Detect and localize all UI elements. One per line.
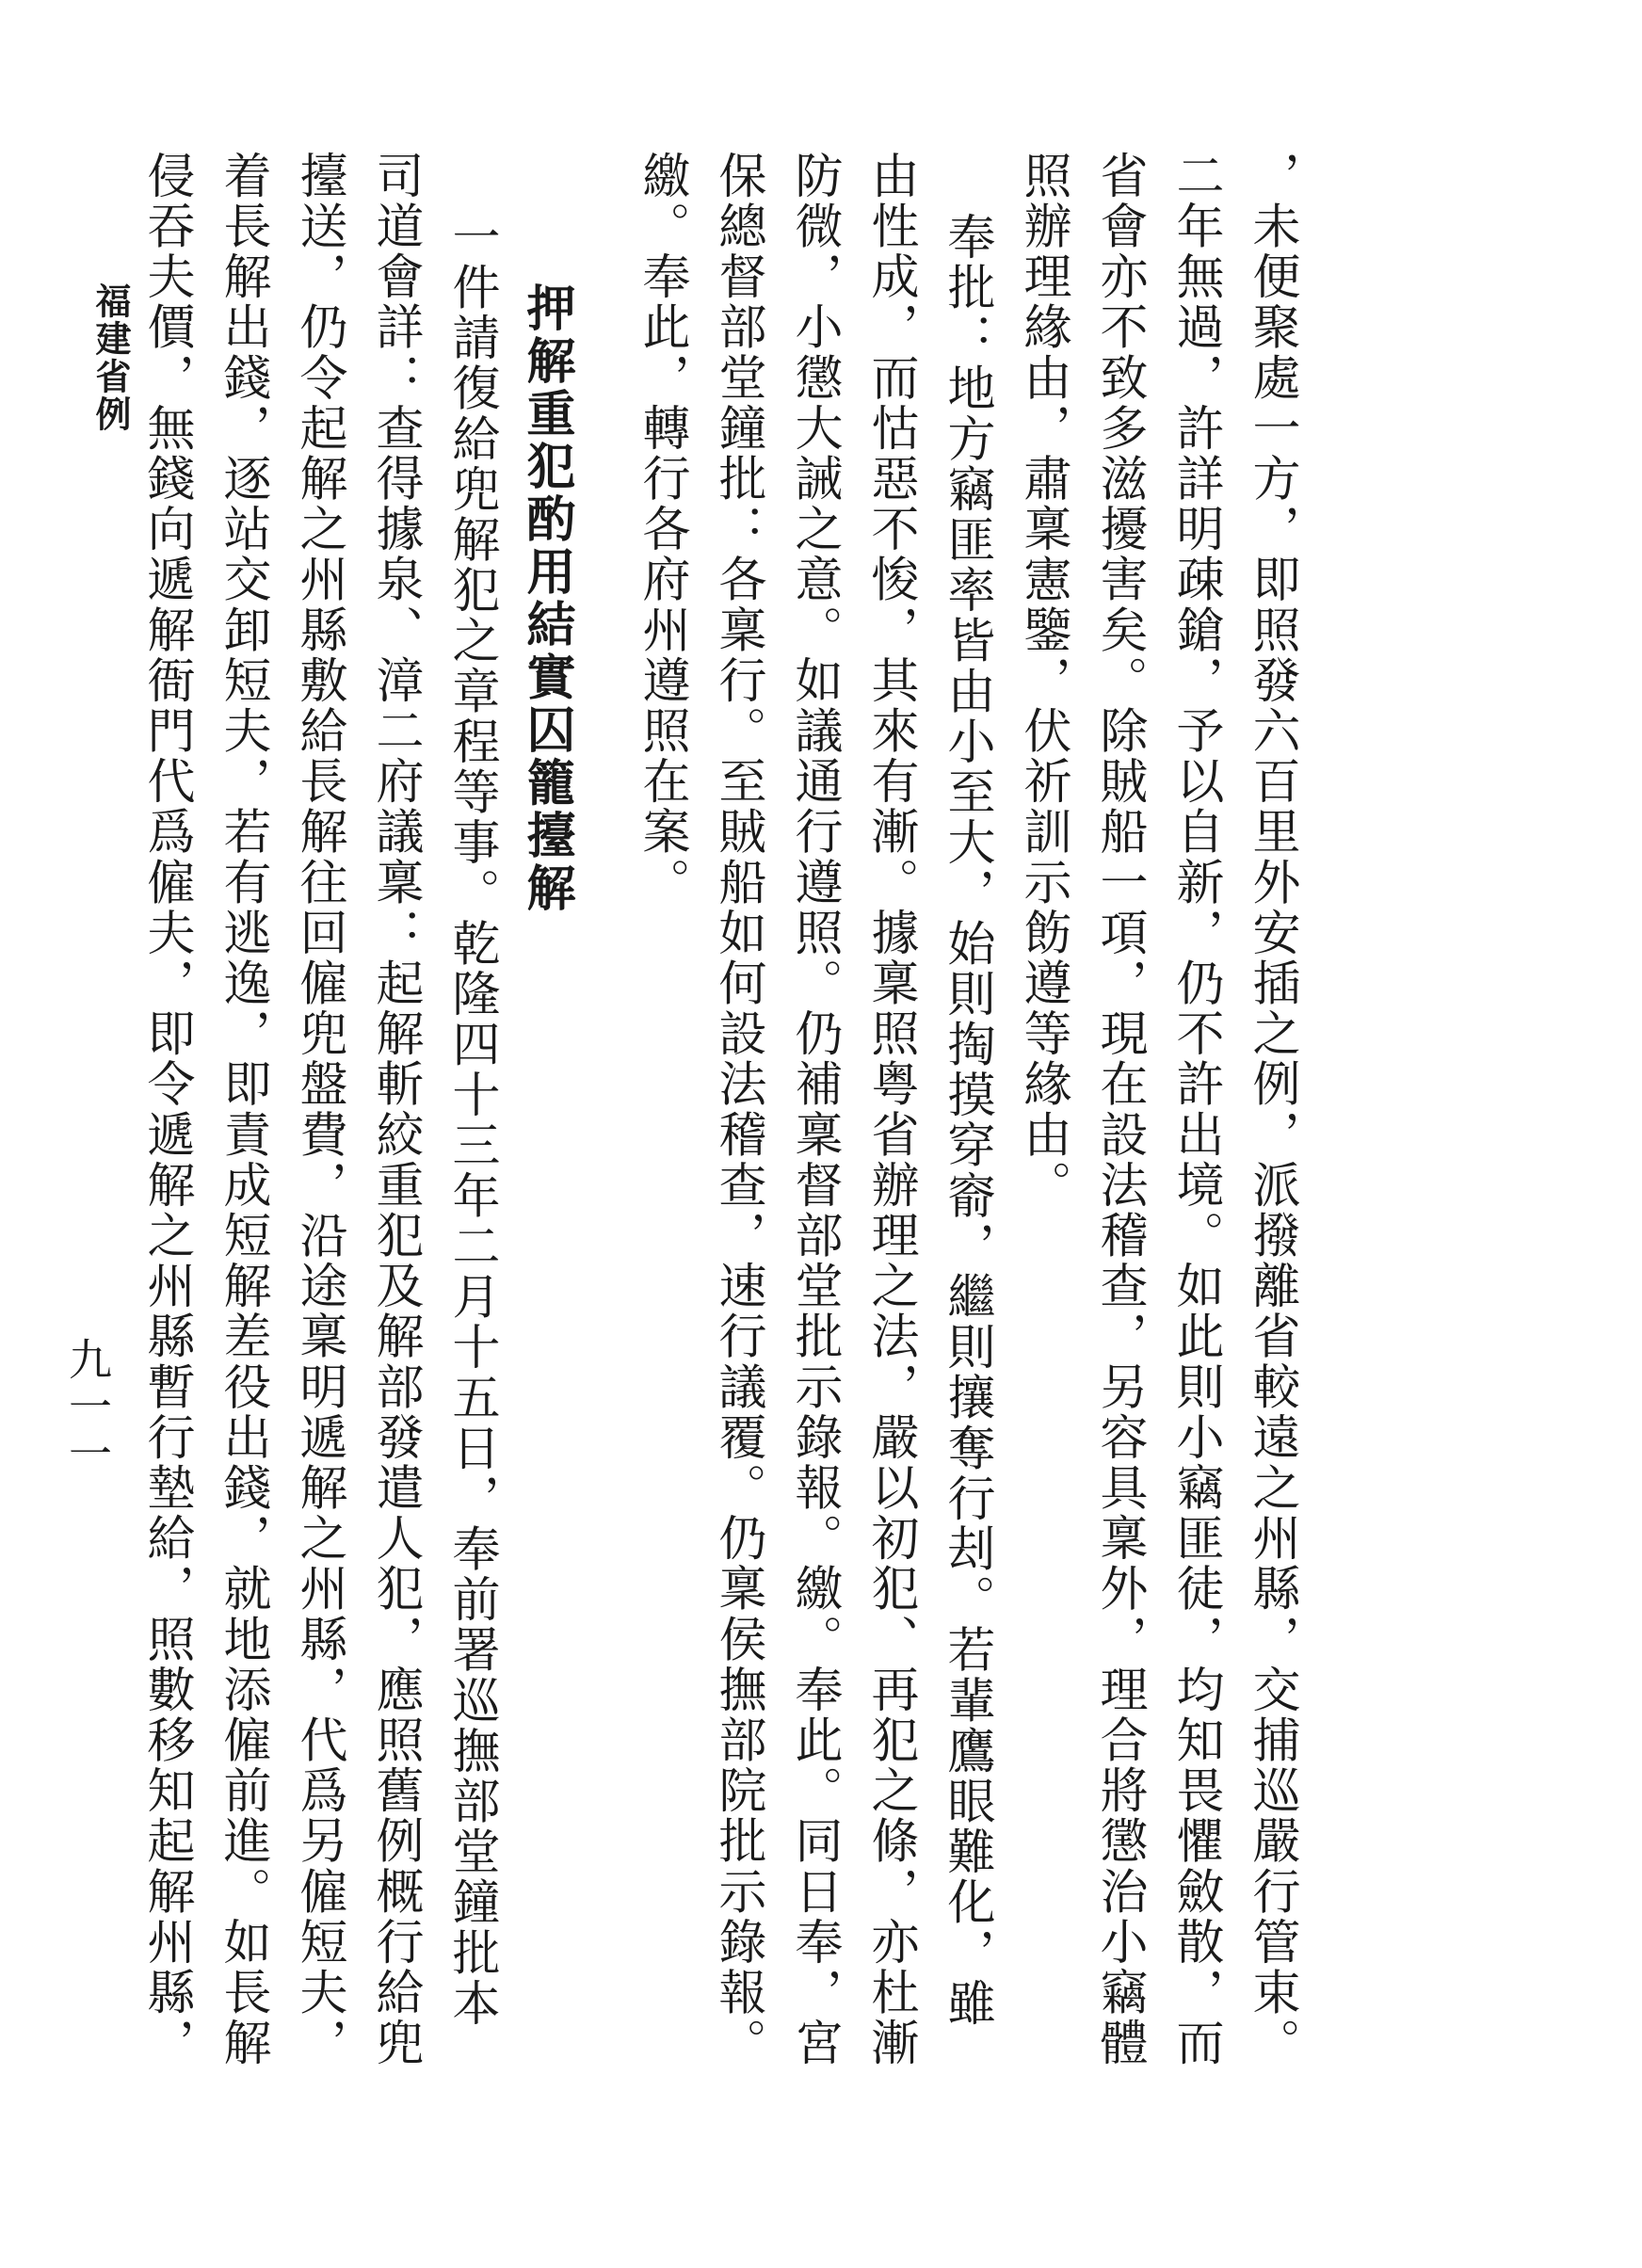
text-line: 繳。奉此，轉行各府州遵照在案。 xyxy=(634,151,689,908)
text-line: 奉批：地方竊匪率皆由小至大，始則掏摸穿窬，繼則攘奪行刦。若輩鷹眼難化，雖 xyxy=(939,212,994,2029)
text-line: 由性成，而怙惡不悛，其來有漸。據稟照粤省辦理之法，嚴以初犯、再犯之條，亦杜漸 xyxy=(862,151,918,2068)
text-line: 侵吞夫價，無錢向遞解衙門代爲僱夫，即令遞解之州縣暫行墊給，照數移知起解州縣， xyxy=(138,151,194,2068)
section-heading: 押解重犯酌用結實囚籠擡解 xyxy=(518,282,575,915)
book-title: 福建省例 xyxy=(89,282,132,433)
text-line: 二年無過，許詳明疎鎗，予以自新，仍不許出境。如此則小竊匪徒，均知畏懼斂散，而 xyxy=(1167,151,1223,2068)
text-line: 照辦理緣由，肅稟憲鑒，伏祈訓示飭遵等緣由。 xyxy=(1015,151,1071,1211)
text-line: ，未便聚處一方，即照發六百里外安插之例，派撥離省較遠之州縣，交捕巡嚴行管束。 xyxy=(1244,151,1299,2068)
text-line: 司道會詳：查得據泉、漳二府議稟：起解斬絞重犯及解部發遣人犯，應照舊例概行給兜 xyxy=(367,151,423,2068)
text-line: 着長解出錢，逐站交卸短夫，若有逃逸，即責成短解差役出錢，就地添僱前進。如長解 xyxy=(215,151,270,2068)
page-number: 九一一 xyxy=(62,1337,113,1478)
text-line: 一件請復給兜解犯之章程等事。乾隆四十三年二月十五日，奉前署巡撫部堂鐘批本 xyxy=(443,212,499,2029)
text-line: 省會亦不致多滋擾害矣。除賊船一項，現在設法稽查，另容具稟外，理合將懲治小竊體 xyxy=(1091,151,1147,2068)
text-line: 擡送，仍令起解之州縣敷給長解往回僱兜盤費，沿途稟明遞解之州縣，代爲另僱短夫， xyxy=(291,151,346,2068)
text-line: 保總督部堂鐘批：各稟行。至賊船如何設法稽查，速行議覆。仍稟侯撫部院批示錄報。 xyxy=(710,151,765,2068)
text-line: 防微，小懲大誡之意。如議通行遵照。仍補稟督部堂批示錄報。繳。奉此。同日奉，宮 xyxy=(786,151,842,2068)
